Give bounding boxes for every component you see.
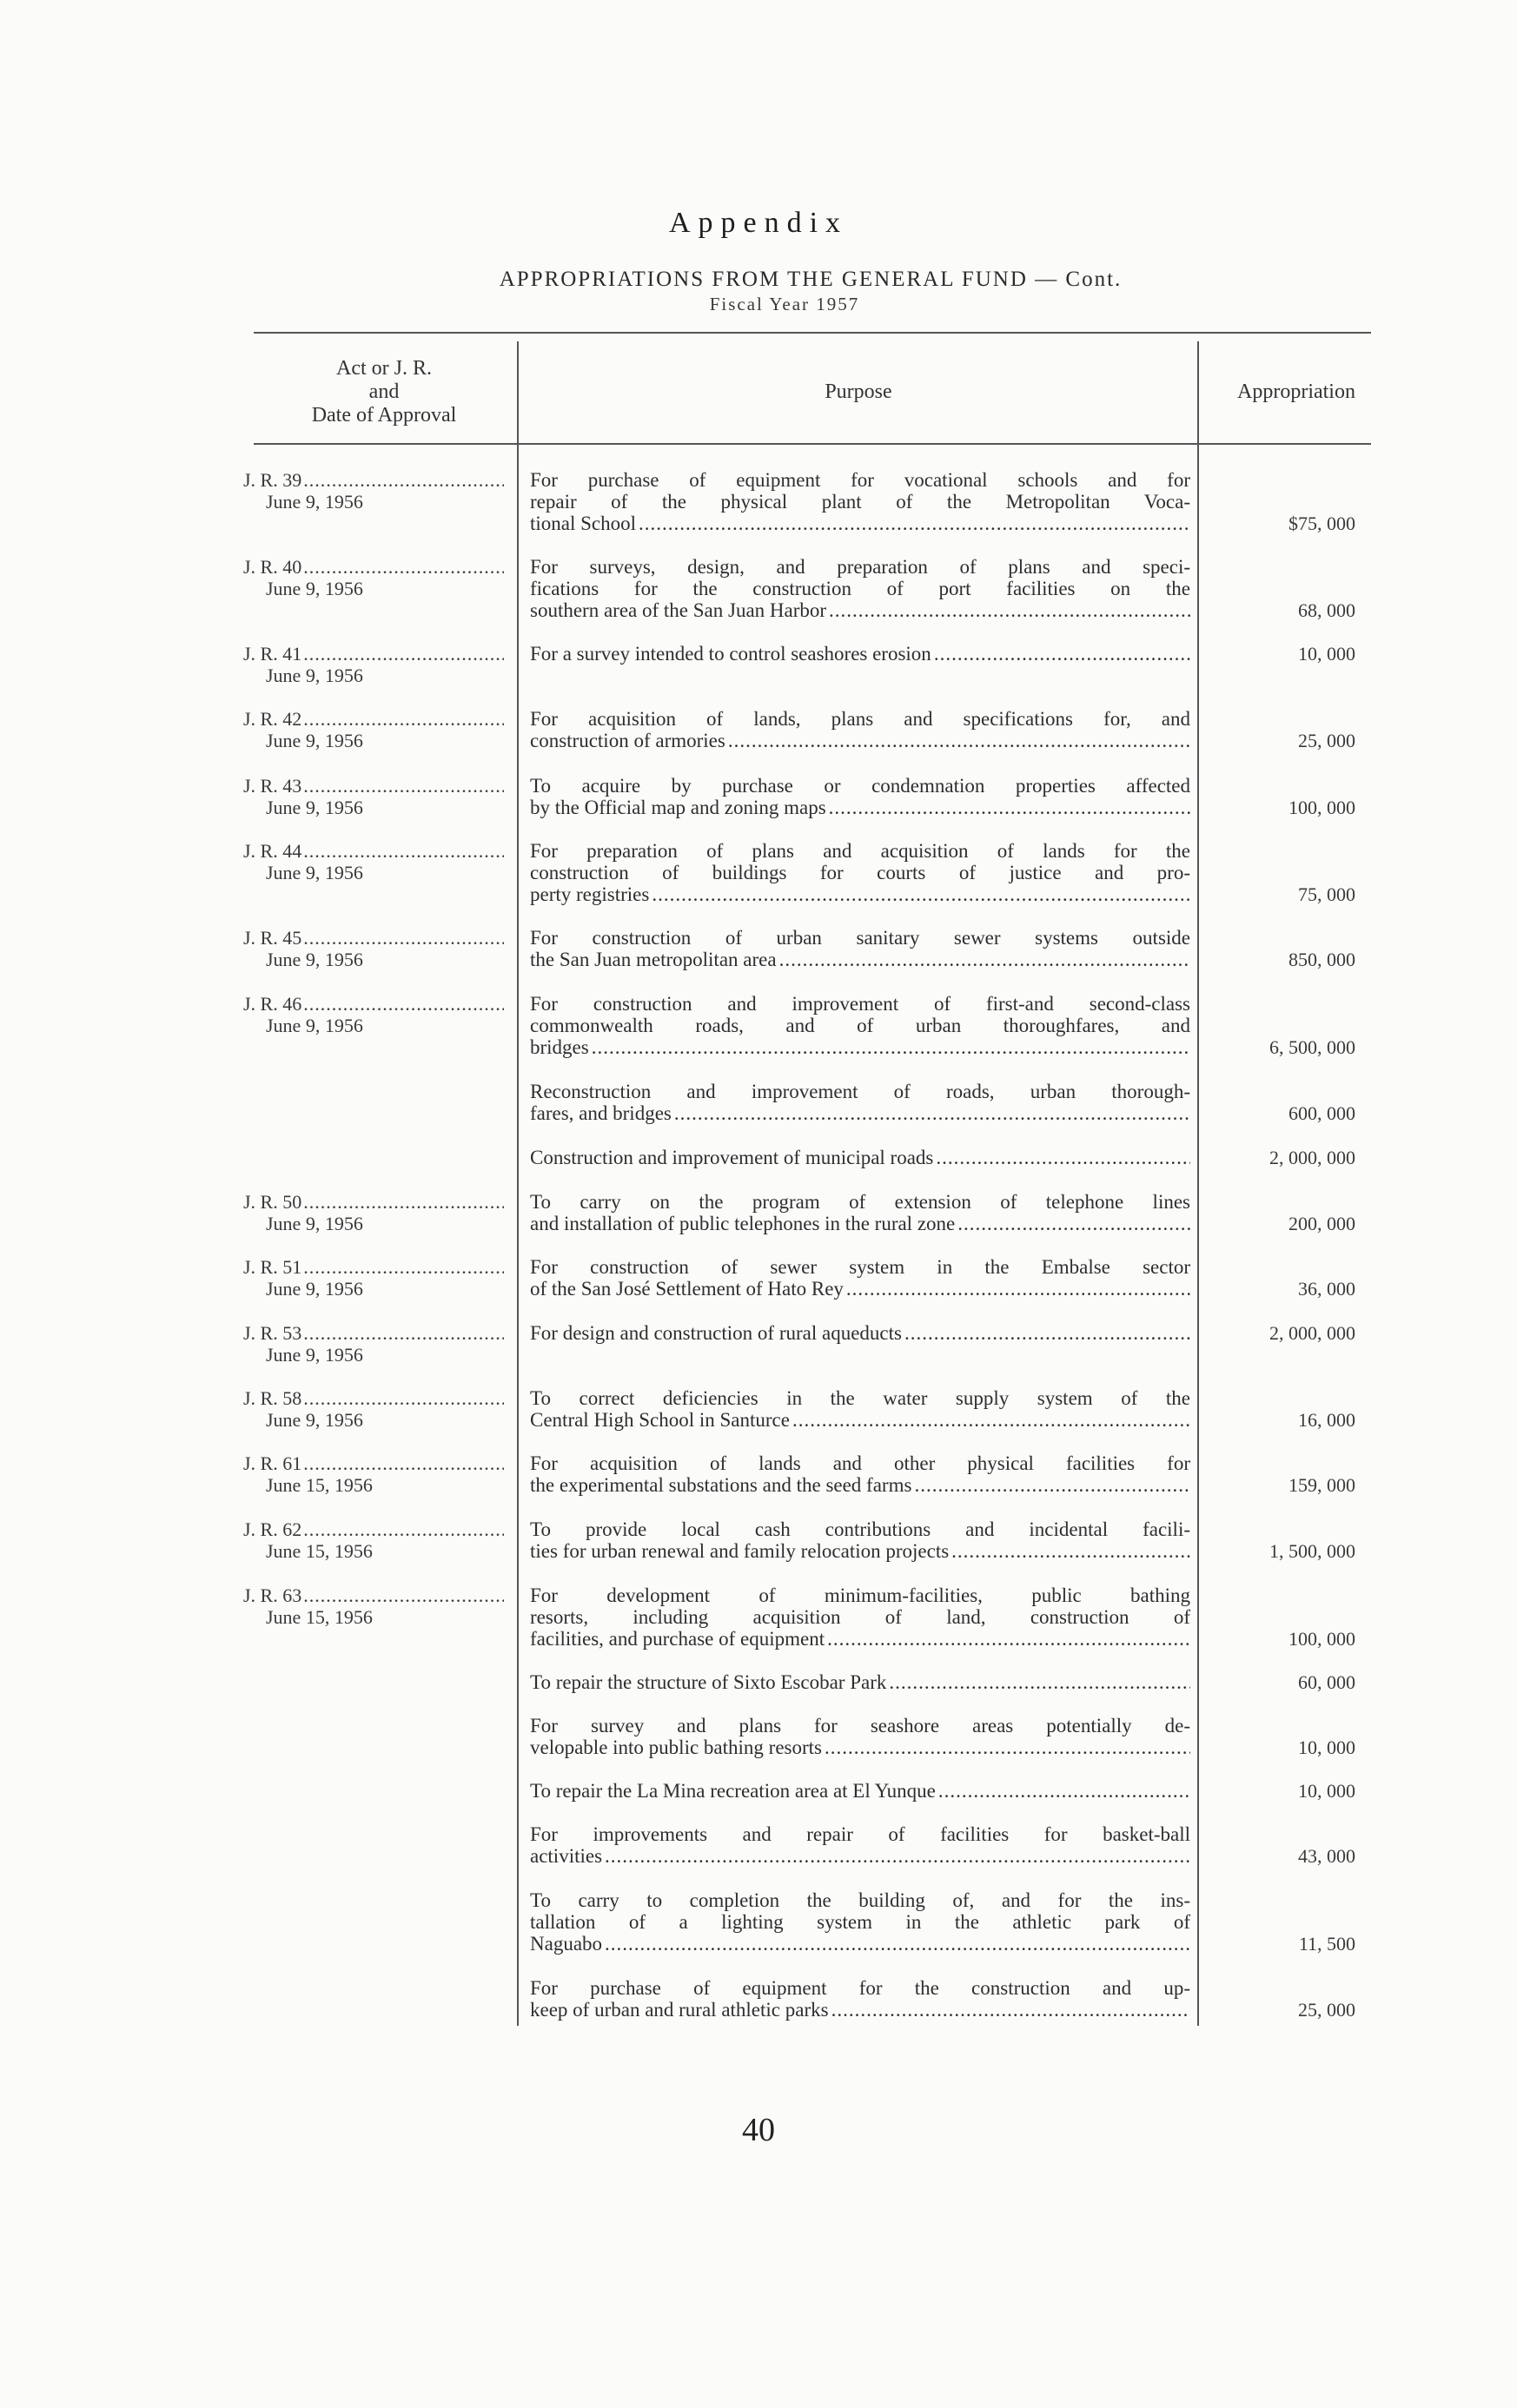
- act-cell: [243, 1518, 504, 1562]
- purpose-line: To repair the structure of Sixto Escobar Park .....: [530, 1671, 1190, 1693]
- act-cell: [243, 840, 504, 883]
- appropriation-amount: 75, 000: [1298, 883, 1355, 905]
- purpose-cell: [530, 775, 1190, 818]
- purpose-line: of the San José Settlement of Hato Rey .....: [530, 1278, 1190, 1300]
- act-number: J. R. 58: [243, 1387, 302, 1409]
- approval-date: June 9, 1956: [266, 730, 363, 751]
- purpose-line: by the Official map and zoning maps .....: [530, 797, 1190, 818]
- purpose-line: the experimental substations and the seed farms .....: [530, 1474, 1190, 1496]
- appropriation-amount: 100, 000: [1288, 1628, 1355, 1650]
- appropriation-amount: 25, 000: [1298, 1999, 1355, 2021]
- act-cell: [243, 1256, 504, 1300]
- purpose-line: For surveys, design, and preparation of plans and speci-: [530, 556, 1190, 578]
- appropriation-amount: 600, 000: [1288, 1102, 1355, 1124]
- column-header-act-line: and: [368, 380, 400, 403]
- appropriation-amount: 2, 000, 000: [1269, 1147, 1355, 1168]
- purpose-line: For a survey intended to control seashores erosion .....: [530, 643, 1190, 665]
- act-number: J. R. 43: [243, 775, 302, 797]
- approval-date: June 9, 1956: [266, 1344, 363, 1366]
- purpose-line: For development of minimum-facilities, public bathing: [530, 1584, 1190, 1606]
- purpose-line: commonwealth roads, and of urban thoroughfares, and: [530, 1015, 1190, 1036]
- act-cell: [243, 1387, 504, 1431]
- act-number: J. R. 62: [243, 1518, 302, 1540]
- act-number: J. R. 51: [243, 1256, 302, 1278]
- purpose-line: To provide local cash contributions and incidental facili-: [530, 1518, 1190, 1540]
- purpose-line: For survey and plans for seashore areas potentially de-: [530, 1715, 1190, 1737]
- purpose-line: To correct deficiencies in the water supply system of the: [530, 1387, 1190, 1409]
- purpose-line: facilities, and purchase of equipment .....: [530, 1628, 1190, 1650]
- act-number: J. R. 44: [243, 840, 302, 862]
- approval-date: June 9, 1956: [266, 665, 363, 686]
- purpose-line: the San Juan metropolitan area .....: [530, 949, 1190, 970]
- purpose-line: For preparation of plans and acquisition of lands for the: [530, 840, 1190, 862]
- approval-date: June 9, 1956: [266, 1278, 363, 1300]
- purpose-line: construction of buildings for courts of justice and pro-: [530, 862, 1190, 883]
- appropriation-amount: 159, 000: [1288, 1474, 1355, 1496]
- approval-date: June 15, 1956: [266, 1606, 373, 1628]
- purpose-cell: [530, 1977, 1190, 2021]
- act-number: J. R. 63: [243, 1584, 302, 1606]
- purpose-line: For design and construction of rural aqueducts .....: [530, 1322, 1190, 1344]
- purpose-cell: [530, 1147, 1190, 1168]
- appropriation-amount: 43, 000: [1298, 1845, 1355, 1867]
- appropriation-amount: 68, 000: [1298, 599, 1355, 621]
- column-header-act-line: Date of Approval: [311, 404, 457, 427]
- act-cell: [243, 1584, 504, 1628]
- purpose-line: For construction of sewer system in the Embalse sector: [530, 1256, 1190, 1278]
- purpose-line: keep of urban and rural athletic parks .....: [530, 1999, 1190, 2021]
- act-number: J. R. 40: [243, 556, 302, 578]
- purpose-line: Naguabo .....: [530, 1933, 1190, 1955]
- act-number: J. R. 45: [243, 927, 302, 949]
- approval-date: June 9, 1956: [266, 1409, 363, 1431]
- approval-date: June 9, 1956: [266, 949, 363, 970]
- purpose-line: repair of the physical plant of the Metropolitan Voca-: [530, 491, 1190, 513]
- purpose-cell: [530, 1387, 1190, 1431]
- act-number: J. R. 61: [243, 1452, 302, 1474]
- act-number: J. R. 46: [243, 993, 302, 1015]
- purpose-line: To acquire by purchase or condemnation properties affected: [530, 775, 1190, 797]
- purpose-cell: [530, 1191, 1190, 1234]
- approval-date: June 9, 1956: [266, 797, 363, 818]
- purpose-cell: [530, 927, 1190, 970]
- appropriation-amount: $75, 000: [1288, 513, 1355, 534]
- purpose-cell: [530, 708, 1190, 751]
- act-cell: [243, 1322, 504, 1366]
- approval-date: June 9, 1956: [266, 1213, 363, 1234]
- purpose-line: To carry to completion the building of, and for the ins-: [530, 1889, 1190, 1911]
- purpose-line: For acquisition of lands and other physical facilities for: [530, 1452, 1190, 1474]
- act-number: J. R. 39: [243, 469, 302, 491]
- appropriation-amount: 16, 000: [1298, 1409, 1355, 1431]
- purpose-cell: [530, 1452, 1190, 1496]
- approval-date: June 9, 1956: [266, 862, 363, 883]
- purpose-line: bridges .....: [530, 1036, 1190, 1058]
- approval-date: June 9, 1956: [266, 491, 363, 513]
- appropriation-amount: 10, 000: [1298, 1780, 1355, 1802]
- purpose-cell: [530, 1518, 1190, 1562]
- appropriation-amount: 6, 500, 000: [1269, 1036, 1355, 1058]
- purpose-cell: [530, 1889, 1190, 1955]
- appropriation-amount: 10, 000: [1298, 1737, 1355, 1758]
- approval-date: June 9, 1956: [266, 578, 363, 599]
- act-cell: [243, 556, 504, 599]
- purpose-line: To carry on the program of extension of telephone lines: [530, 1191, 1190, 1213]
- purpose-cell: [530, 1584, 1190, 1650]
- page-number: 40: [742, 2112, 775, 2148]
- purpose-line: southern area of the San Juan Harbor .....: [530, 599, 1190, 621]
- purpose-line: Reconstruction and improvement of roads, urban thorough-: [530, 1081, 1190, 1102]
- purpose-line: For construction and improvement of first-and second-class: [530, 993, 1190, 1015]
- purpose-cell: [530, 1780, 1190, 1802]
- act-cell: [243, 708, 504, 751]
- purpose-line: For construction of urban sanitary sewer systems outside: [530, 927, 1190, 949]
- purpose-line: For purchase of equipment for the construction and up-: [530, 1977, 1190, 1999]
- page-subtitle: APPROPRIATIONS FROM THE GENERAL FUND — Cont.: [499, 268, 1123, 291]
- purpose-line: For improvements and repair of facilities for basket-ball: [530, 1823, 1190, 1845]
- appropriation-amount: 850, 000: [1288, 949, 1355, 970]
- act-cell: [243, 1191, 504, 1234]
- purpose-line: For acquisition of lands, plans and specifications for, and: [530, 708, 1190, 730]
- purpose-line: fications for the construction of port facilities on the: [530, 578, 1190, 599]
- purpose-line: tallation of a lighting system in the athletic park of: [530, 1911, 1190, 1933]
- purpose-line: construction of armories .....: [530, 730, 1190, 751]
- purpose-cell: [530, 1671, 1190, 1693]
- approval-date: June 9, 1956: [266, 1015, 363, 1036]
- purpose-cell: [530, 1256, 1190, 1300]
- appropriation-amount: 100, 000: [1288, 797, 1355, 818]
- appropriation-amount: 200, 000: [1288, 1213, 1355, 1234]
- purpose-cell: [530, 556, 1190, 621]
- act-cell: [243, 643, 504, 686]
- appropriation-amount: 11, 500: [1298, 1933, 1355, 1955]
- act-cell: [243, 927, 504, 970]
- purpose-cell: [530, 1322, 1190, 1344]
- fiscal-year: Fiscal Year 1957: [709, 294, 860, 314]
- page-title: Appendix: [668, 207, 849, 239]
- purpose-cell: [530, 1715, 1190, 1758]
- appropriation-amount: 36, 000: [1298, 1278, 1355, 1300]
- purpose-line: Construction and improvement of municipal roads .....: [530, 1147, 1190, 1168]
- purpose-line: tional School .....: [530, 513, 1190, 534]
- purpose-cell: [530, 643, 1190, 665]
- purpose-cell: [530, 469, 1190, 534]
- purpose-line: For purchase of equipment for vocational schools and for: [530, 469, 1190, 491]
- act-cell: [243, 1452, 504, 1496]
- purpose-line: To repair the La Mina recreation area at El Yunque .....: [530, 1780, 1190, 1802]
- purpose-cell: [530, 993, 1190, 1058]
- act-cell: [243, 775, 504, 818]
- act-number: J. R. 50: [243, 1191, 302, 1213]
- column-header-act-line: Act or J. R.: [336, 357, 432, 380]
- act-number: J. R. 42: [243, 708, 302, 730]
- appropriation-amount: 1, 500, 000: [1269, 1540, 1355, 1562]
- purpose-line: and installation of public telephones in the rural zone .....: [530, 1213, 1190, 1234]
- purpose-line: resorts, including acquisition of land, construction of: [530, 1606, 1190, 1628]
- act-cell: [243, 993, 504, 1036]
- appropriation-amount: 25, 000: [1298, 730, 1355, 751]
- purpose-line: Central High School in Santurce .....: [530, 1409, 1190, 1431]
- appropriation-amount: 2, 000, 000: [1269, 1322, 1355, 1344]
- column-header-purpose: Purpose: [825, 380, 892, 403]
- purpose-line: activities .....: [530, 1845, 1190, 1867]
- purpose-line: fares, and bridges .....: [530, 1102, 1190, 1124]
- purpose-cell: [530, 840, 1190, 905]
- purpose-line: velopable into public bathing resorts .....: [530, 1737, 1190, 1758]
- approval-date: June 15, 1956: [266, 1474, 373, 1496]
- act-number: J. R. 41: [243, 643, 302, 665]
- appropriation-amount: 60, 000: [1298, 1671, 1355, 1693]
- approval-date: June 15, 1956: [266, 1540, 373, 1562]
- act-cell: [243, 469, 504, 513]
- appropriation-amount: 10, 000: [1298, 643, 1355, 665]
- purpose-line: ties for urban renewal and family relocation projects .....: [530, 1540, 1190, 1562]
- act-number: J. R. 53: [243, 1322, 302, 1344]
- purpose-line: perty registries .....: [530, 883, 1190, 905]
- purpose-cell: [530, 1081, 1190, 1124]
- purpose-cell: [530, 1823, 1190, 1867]
- column-header-appropriation: Appropriation: [1237, 380, 1355, 403]
